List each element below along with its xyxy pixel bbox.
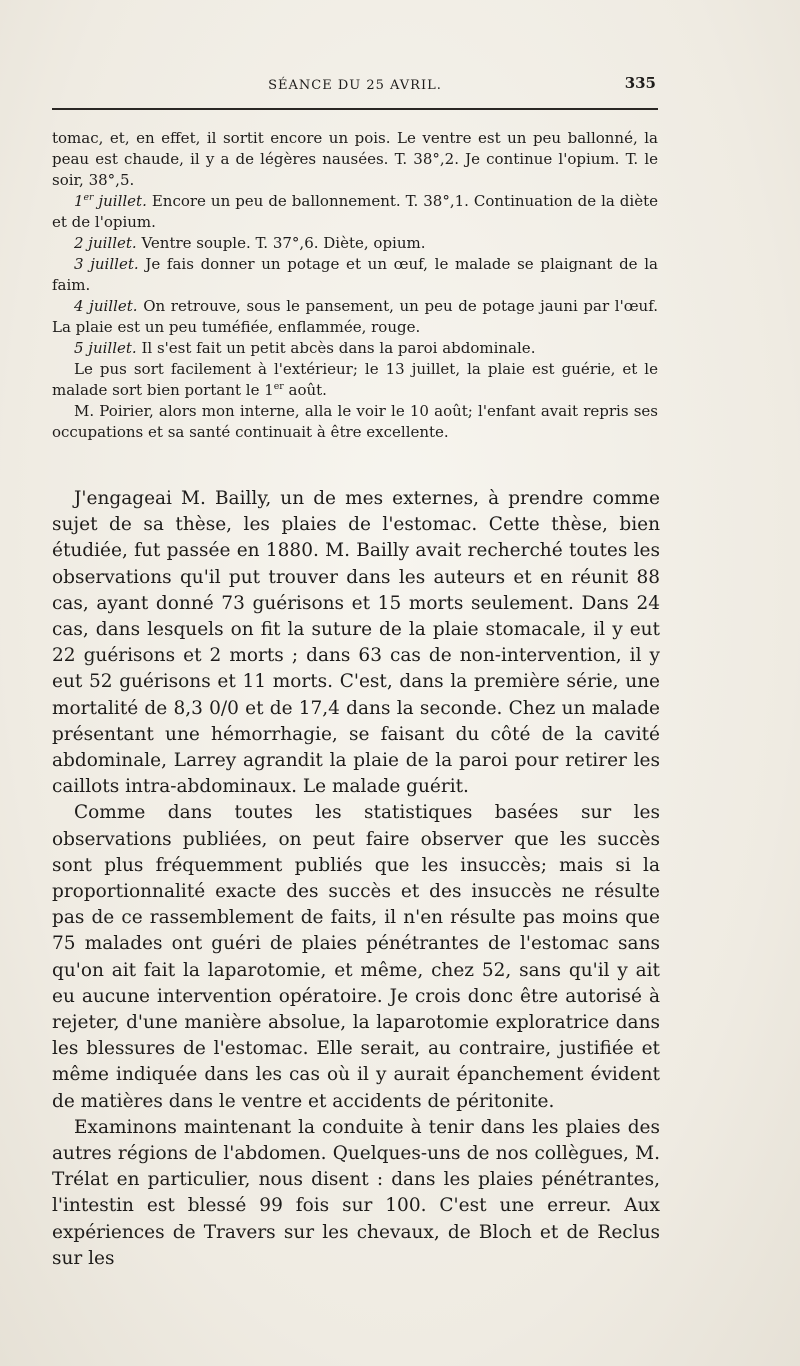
note-paragraph: 3 juillet. Je fais donner un potage et un œuf, le malade se plaignant de la faim. — [52, 255, 658, 294]
page-header — [52, 74, 658, 100]
note-paragraph: Le pus sort facilement à l'extérieur; le 13 juillet, la plaie est guérie, et le malade sort bien portant le 1er août. — [52, 360, 658, 399]
note-paragraph: tomac, et, en effet, il sortit encore un pois. Le ventre est un peu ballonné, la peau est chaude, il y a de légères nausées. T. 38°,2. Je continue l'opium. T. le soir, 38°,5. — [52, 129, 658, 189]
body-paragraph: Comme dans toutes les statistiques basées sur les observations publiées, on peut faire observer que les succès sont plus fréquemment publiés que les insuccès; mais si la proportionnalité exacte des succès et des insuccès ne résulte pas de ce rassemblement de faits, il n'en résulte pas moins que 75 malades ont guéri de plaies pénétrantes de l'estomac sans qu'on ait fait la laparotomie, et même, chez 52, sans qu'il y ait eu aucune intervention opératoire. Je crois donc être autorisé à rejeter, d'une manière absolue, la laparotomie exploratrice dans les blessures de l'estomac. Elle serait, au contraire, justifiée et même indiquée dans les cas où il y aurait épanchement évident de matières dans le ventre et accidents de péritonite. — [52, 802, 660, 1112]
page-number: 335 — [624, 74, 656, 92]
case-notes — [52, 128, 658, 443]
main-text — [52, 486, 660, 1272]
note-paragraph: 2 juillet. Ventre souple. T. 37°,6. Diète, opium. — [74, 234, 426, 252]
header-rule — [52, 108, 658, 110]
note-paragraph: 1er juillet. Encore un peu de ballonnement. T. 38°,1. Continuation de la diète et de l'opium. — [52, 192, 658, 231]
body-paragraph: Examinons maintenant la conduite à tenir dans les plaies des autres régions de l'abdomen. Quelques-uns de nos collègues, M. Trélat en particulier, nous disent : dans les plaies pénétrantes, l'intestin est blessé 99 fois sur 100. C'est une erreur. Aux expériences de Travers sur les chevaux, de Bloch et de Reclus sur les — [52, 1116, 660, 1269]
note-paragraph: M. Poirier, alors mon interne, alla le voir le 10 août; l'enfant avait repris ses occupations et sa santé continuait à être excellente. — [52, 402, 658, 441]
note-paragraph: 4 juillet. On retrouve, sous le pansement, un peu de potage jauni par l'œuf. La plaie est un peu tuméfiée, enflammée, rouge. — [52, 297, 658, 336]
note-paragraph: 5 juillet. Il s'est fait un petit abcès dans la paroi abdominale. — [74, 339, 536, 357]
running-title: SÉANCE DU 25 AVRIL. — [268, 78, 442, 93]
body-paragraph: J'engageai M. Bailly, un de mes externes, à prendre comme sujet de sa thèse, les plaies de l'estomac. Cette thèse, bien étudiée, fut passée en 1880. M. Bailly avait recherché toutes les observations qu'il put trouver dans les auteurs et en réunit 88 cas, ayant donné 73 guérisons et 15 morts seulement. Dans 24 cas, dans lesquels on fit la suture de la plaie stomacale, il y eut 22 guérisons et 2 morts ; dans 63 cas de non-intervention, il y eut 52 guérisons et 11 morts. C'est, dans la première série, une mortalité de 8,3 0/0 et de 17,4 dans la seconde. Chez un malade présentant une hémorrhagie, se faisant du côté de la cavité abdominale, Larrey agrandit la plaie de la paroi pour retirer les caillots intra-abdominaux. Le malade guérit. — [52, 488, 660, 798]
